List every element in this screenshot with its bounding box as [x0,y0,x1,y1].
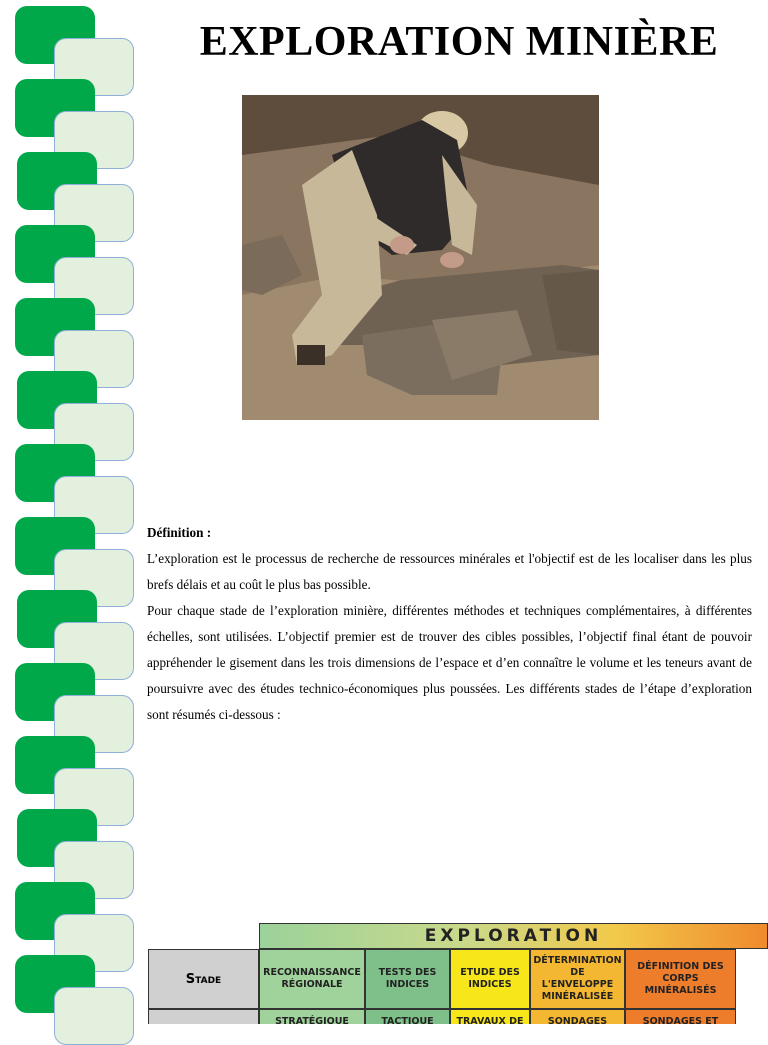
exploration-stages-table [148,923,768,1024]
stage-header-cell: DÉTERMINATION DE L'ENVELOPPE MINÉRALISÉE [530,949,625,1009]
stage-type-cell: TRAVAUX DE [450,1009,530,1024]
decorative-border [0,0,140,1024]
page-title: EXPLORATION MINIÈRE [199,19,719,65]
stage-header-cell: DÉFINITION DES CORPS MINÉRALISÉS [625,949,736,1009]
photo-illustration [242,95,599,420]
stage-header-cell: ETUDE DES INDICES [450,949,530,1009]
stage-type-cell: SONDAGES ET [625,1009,736,1024]
geologist-photo [242,95,599,420]
stage-header-cell: TESTS DES INDICES [365,949,450,1009]
stage-type-cell: TACTIQUE [365,1009,450,1024]
stade-row2-cell [148,1009,259,1024]
table-group-header: EXPLORATION [259,923,768,949]
stage-header-cell: RECONNAISSANCE RÉGIONALE [259,949,365,1009]
definition-section [147,520,752,728]
definition-paragraph-1: L’exploration est le processus de recherche de ressources minérales et l'objectif est de les localiser dans les plus brefs délais et au coût le plus bas possible. [147,551,752,592]
definition-heading: Définition : [147,525,212,540]
stage-type-cell: SONDAGES [530,1009,625,1024]
stade-header: Stade [148,949,259,1009]
border-tile-light [54,987,134,1045]
stage-type-cell: STRATÉGIQUE [259,1009,365,1024]
definition-paragraph-2: Pour chaque stade de l’exploration minière, différentes méthodes et techniques complémentaires, à différentes échelles, sont utilisées. L’objectif premier est de trouver des cibles possibles, l’objectif final étant de pouvoir appréhender le gisement dans les trois dimensions de l’espace et d’en connaître le volume et les teneurs avant de poursuivre avec des études technico-économiques plus poussées. Les différents stades de l’étape d’exploration sont résumés ci-dessous : [147,603,752,722]
